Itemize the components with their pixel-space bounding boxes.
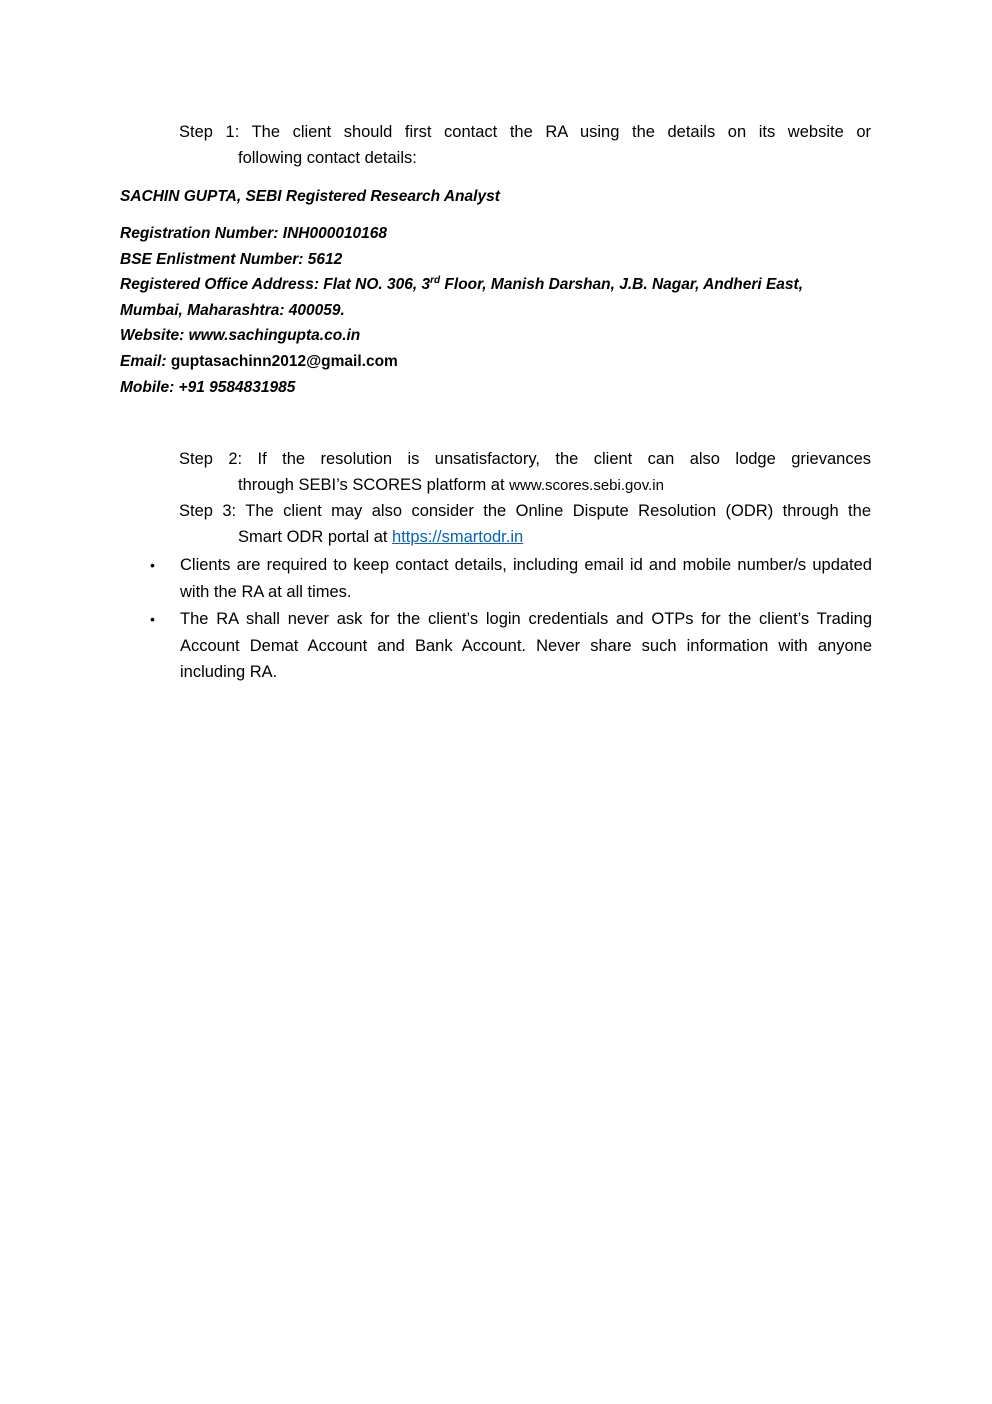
mobile: Mobile: +91 9584831985 bbox=[120, 378, 296, 396]
contact-heading: SACHIN GUPTA, SEBI Registered Research Analyst bbox=[120, 188, 500, 205]
scores-url: www.scores.sebi.gov.in bbox=[509, 477, 664, 494]
smartodr-link[interactable]: https://smartodr.in bbox=[392, 528, 524, 546]
address-superscript: rd bbox=[430, 275, 441, 287]
address-suffix: Floor, Manish Darshan, J.B. Nagar, Andheri East, bbox=[440, 276, 804, 294]
step-1-line-2: following contact details: bbox=[238, 149, 417, 167]
contact-heading-block bbox=[120, 184, 880, 210]
bullet-item-credentials-warning bbox=[150, 606, 872, 686]
email-value: guptasachinn2012@gmail.com bbox=[170, 352, 398, 370]
bse-enlistment-number: BSE Enlistment Number: 5612 bbox=[120, 250, 343, 268]
bullet-text: The RA shall never ask for the client’s login credentials and OTPs for the client’s Trading Account Demat Account and Bank Account. Never share such information with anyone including RA. bbox=[180, 610, 872, 681]
step-2-prefix: through SEBI’s SCORES platform at bbox=[238, 476, 510, 494]
website: Website: www.sachingupta.co.in bbox=[120, 327, 361, 345]
email bbox=[120, 349, 880, 375]
office-address-line-2: Mumbai, Maharashtra: 400059. bbox=[120, 301, 345, 319]
step-3-paragraph bbox=[179, 498, 871, 550]
step-2-line-1: Step 2: If the resolution is unsatisfactory, the client can also lodge grievances bbox=[179, 450, 871, 468]
step-3-line-1: Step 3: The client may also consider the Online Dispute Resolution (ODR) through the bbox=[179, 502, 871, 520]
bullet-text: Clients are required to keep contact details, including email id and mobile number/s updated with the RA at all times. bbox=[180, 556, 872, 601]
email-label: Email: bbox=[120, 352, 171, 370]
step-1-paragraph bbox=[179, 119, 871, 171]
step-3-prefix: Smart ODR portal at bbox=[238, 528, 393, 546]
bullet-icon: • bbox=[150, 611, 155, 627]
step-1-line-1: Step 1: The client should first contact the RA using the details on its website or bbox=[179, 123, 871, 141]
step-2-line-2 bbox=[179, 472, 871, 499]
office-address-line-1 bbox=[120, 272, 880, 298]
address-prefix: Registered Office Address: Flat NO. 306, 3 bbox=[120, 276, 431, 294]
bullet-item-contact-details bbox=[150, 552, 872, 605]
bullet-icon: • bbox=[150, 557, 155, 573]
step-3-line-2 bbox=[179, 524, 871, 550]
step-2-paragraph bbox=[179, 446, 871, 499]
contact-details bbox=[120, 221, 880, 400]
registration-number: Registration Number: INH000010168 bbox=[120, 225, 388, 242]
